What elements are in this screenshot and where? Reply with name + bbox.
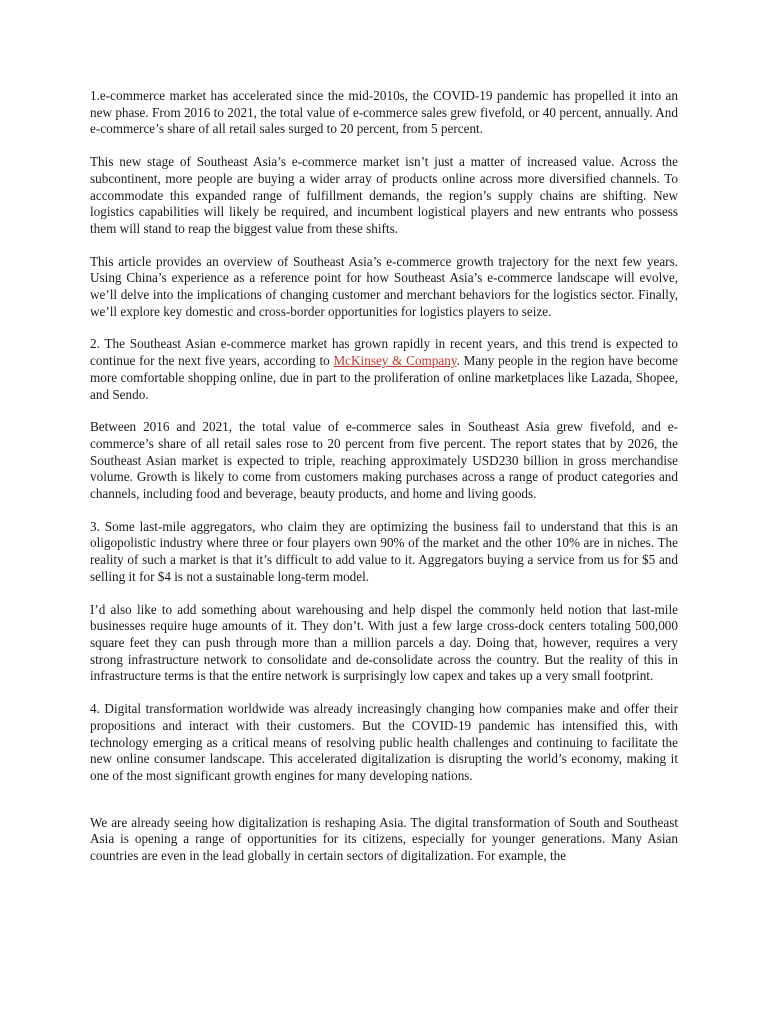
paragraph-7: I’d also like to add something about warehousing and help dispel the commonly held notion that last-mile businesses require huge amounts of it. They don’t. With just a few large cross-dock centers totaling 500,000 square feet they can push through more than a million parcels a day. Doing that, however, requires a very strong infrastructure network to consolidate and de-consolidate across the country. But the reality of this in infrastructure terms is that the entire network is surprisingly low capex and takes up a very small footprint.: [90, 601, 678, 684]
paragraph-3: This article provides an overview of Southeast Asia’s e-commerce growth trajectory for the next few years. Using China’s experience as a reference point for how Southeast Asia’s e-commerce landscape will evolve, we’ll delve into the implications of changing customer and merchant behaviors for the logistics sector. Finally, we’ll explore key domestic and cross-border opportunities for logistics players to seize.: [90, 253, 678, 319]
paragraph-4: [90, 336, 678, 403]
paragraph-5: Between 2016 and 2021, the total value of e-commerce sales in Southeast Asia grew fivefold, and e-commerce’s share of all retail sales rose to 20 percent from five percent. The report states that by 2026, the Southeast Asian market is expected to triple, reaching approximately USD230 billion in gross merchandise volume. Growth is likely to come from customers making purchases across a range of product categories and channels, including food and beverage, beauty products, and home and living goods.: [90, 419, 678, 502]
paragraph-9: We are already seeing how digitalization is reshaping Asia. The digital transformation of South and Southeast Asia is opening a range of opportunities for its citizens, especially for younger generations. Many Asian countries are even in the lead globally in certain sectors of digitalization. For example, the: [90, 814, 678, 864]
paragraph-8: 4. Digital transformation worldwide was already increasingly changing how companies make and offer their propositions and interact with their customers. But the COVID-19 pandemic has intensified this, with technology emerging as a critical means of resolving public health challenges and continuing to facilitate the new online consumer landscape. This accelerated digitalization is disrupting the world’s economy, making it one of the most significant growth engines for many developing nations.: [90, 701, 678, 783]
paragraph-1: 1.e-commerce market has accelerated since the mid-2010s, the COVID-19 pandemic has propelled it into an new phase. From 2016 to 2021, the total value of e-commerce sales grew fivefold, or 40 percent, annually. And e-commerce’s share of all retail sales surged to 20 percent, from 5 percent.: [90, 88, 678, 137]
paragraph-2: This new stage of Southeast Asia’s e-commerce market isn’t just a matter of increased value. Across the subcontinent, more people are buying a wider array of products online across more diversified channels. To accommodate this expanded range of fulfillment demands, the region’s supply chains are shifting. New logistics capabilities will likely be required, and incumbent logistical players and new entrants who possess them will stand to reap the biggest value from these shifts.: [90, 154, 678, 236]
mckinsey-link[interactable]: McKinsey & Company: [333, 353, 457, 369]
document-page: [90, 88, 678, 881]
paragraph-4-text-after: . Many people in the region have become more comfortable shopping online, due in part to the proliferation of online marketplaces like Lazada, Shopee, and Sendo.: [90, 353, 678, 402]
paragraph-4-text-before: 2. The Southeast Asian e-commerce market has grown rapidly in recent years, and this trend is expected to continue for the next five years, according to: [90, 336, 678, 369]
paragraph-6: 3. Some last-mile aggregators, who claim they are optimizing the business fail to understand that this is an oligopolistic industry where three or four players own 90% of the market and the other 10% are in niches. The reality of such a market is that it’s difficult to add value to it. Aggregators buying a service from us for $5 and selling it for $4 is not a sustainable long-term model.: [90, 518, 678, 584]
